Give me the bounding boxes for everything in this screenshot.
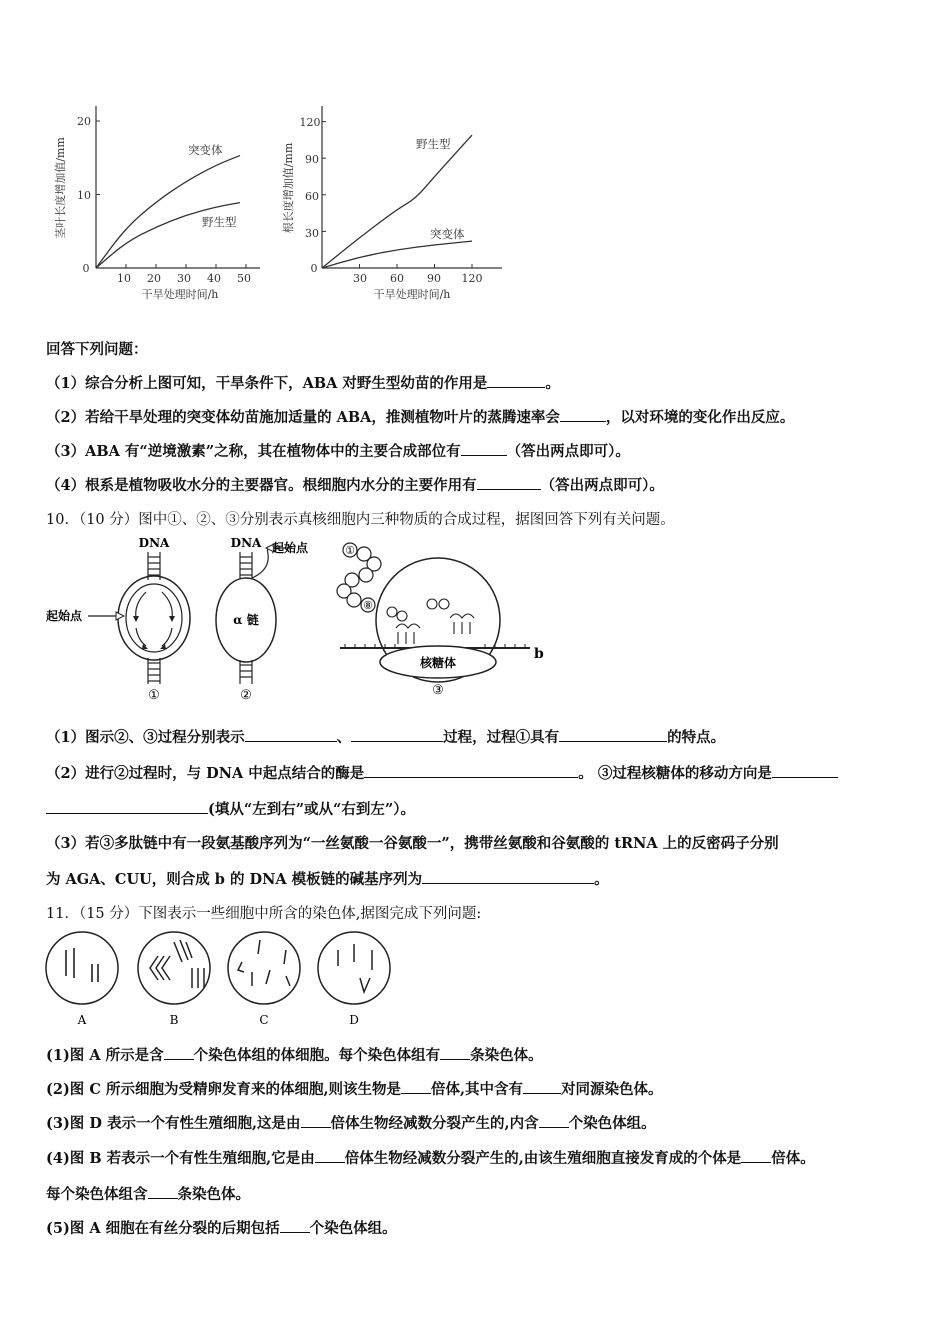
- fig-number: ②: [240, 688, 252, 703]
- series-label-wildtype: 野生型: [202, 215, 237, 229]
- series-line-wildtype: [322, 135, 472, 268]
- cell-label: C: [259, 1013, 269, 1027]
- q11-part3: (3)图 D 表示一个有性生殖细胞,这是由 倍体生物经减数分裂产生的,内含 个染色体组。: [46, 1115, 656, 1132]
- q11-part4: (4)图 B 若表示一个有性生殖细胞,它是由 倍体生物经减数分裂产生的,由该生殖细胞直接发育成的个体是 倍体。: [46, 1150, 815, 1167]
- answer-blank[interactable]: [280, 1218, 310, 1233]
- y-tick-label: 90: [305, 153, 319, 166]
- trna-icon: [387, 599, 474, 644]
- fig-number: ①: [148, 688, 160, 703]
- fig-number: ③: [432, 683, 444, 698]
- q11-title: 11．（15 分）下图表示一些细胞中所含的染色体,据图完成下列问题:: [46, 906, 482, 922]
- chromosomes-d: [338, 944, 372, 992]
- answer-blank[interactable]: [477, 475, 541, 490]
- dna-ladder-bottom: [240, 660, 252, 684]
- q10-part3: （3）若③多肽链中有一段氨基酸序列为“一丝氨酸一谷氨酸一”，携带丝氨酸和谷氨酸的 tRNA 上的反密码子分别: [46, 835, 779, 852]
- fig-label-start: 起始点: [272, 541, 309, 555]
- x-tick-label: 50: [237, 272, 251, 285]
- q9-part1: （1）综合分析上图可知，干旱条件下，ABA 对野生型幼苗的作用是 。: [46, 375, 560, 392]
- answer-blank[interactable]: [487, 373, 545, 388]
- y-tick-label: 30: [305, 227, 319, 240]
- chromosomes-c: [238, 940, 290, 986]
- answer-blank[interactable]: [301, 1113, 331, 1128]
- answer-blank[interactable]: [741, 1148, 771, 1163]
- q11-figure: [40, 928, 400, 1032]
- answer-blank[interactable]: [539, 1113, 569, 1128]
- x-tick-label: 120: [461, 272, 483, 285]
- arrow-strand: [136, 628, 146, 646]
- replication-bubble-outer: [118, 576, 190, 660]
- y-tick-label: 120: [299, 116, 321, 129]
- x-axis-label: 干旱处理时间/h: [373, 288, 451, 301]
- arrow-strand: [136, 592, 146, 618]
- q10-part2: （2）进行②过程时，与 DNA 中起点结合的酶是 。 ③过程核糖体的移动方向是: [46, 762, 838, 783]
- answer-blank[interactable]: [164, 1045, 194, 1060]
- y-tick-label: 20: [77, 115, 91, 128]
- answer-blank[interactable]: [315, 1148, 345, 1163]
- answer-blank[interactable]: [559, 727, 667, 742]
- q10-part3-cont: 为 AGA、CUU，则合成 b 的 DNA 模板链的碱基序列为 。: [46, 871, 609, 888]
- answer-blank[interactable]: [46, 799, 208, 814]
- cell-label: D: [349, 1013, 359, 1027]
- rna-strand: [252, 546, 272, 578]
- answer-blank[interactable]: [364, 763, 578, 778]
- y-axis-label: 根长度增加值/mm: [282, 142, 295, 234]
- chromosomes-b: [150, 940, 204, 988]
- polypeptide-chain: [337, 543, 381, 612]
- answer-blank[interactable]: [440, 1045, 470, 1060]
- dna-ladder-top: [240, 552, 252, 578]
- answer-blank[interactable]: [772, 763, 838, 778]
- series-label-mutant: 突变体: [430, 227, 465, 241]
- q10-figure: [40, 532, 560, 704]
- dna-ladder-bottom: [148, 658, 160, 684]
- chart-root: [278, 100, 508, 310]
- y-tick-label: 10: [77, 189, 91, 202]
- fig-label-alpha: α 链: [233, 613, 259, 627]
- q11-part4-cont: 每个染色体组含 条染色体。: [46, 1186, 250, 1203]
- q9-part4: （4）根系是植物吸收水分的主要器官。根细胞内水分的主要作用有 （答出两点即可）。: [46, 477, 664, 494]
- fig-label-start: 起始点: [46, 609, 83, 623]
- fig-circled-number: ①: [345, 544, 355, 557]
- fig-label-ribosome: 核糖体: [419, 656, 457, 670]
- q10-part2-cont: (填从“左到右”或从“右到左”）。: [46, 798, 415, 819]
- chromosomes-a: [66, 948, 98, 982]
- cell-label: B: [169, 1013, 179, 1027]
- cell-label: A: [77, 1013, 87, 1027]
- q9-part2: （2）若给干旱处理的突变体幼苗施加适量的 ABA，推测植物叶片的蒸腾速率会 ，以对环境的变化作出反应。: [46, 409, 795, 426]
- answer-blank[interactable]: [148, 1184, 178, 1199]
- series-label-mutant: 突变体: [188, 143, 223, 157]
- intro-text: 回答下列问题：: [46, 341, 148, 358]
- series-line-wildtype: [96, 203, 240, 268]
- answer-blank[interactable]: [422, 869, 594, 884]
- q11-part1: (1)图 A 所示是含 个染色体组的体细胞。每个染色体组有 条染色体。: [46, 1047, 543, 1064]
- series-line-mutant: [322, 241, 472, 268]
- x-tick-label: 30: [353, 272, 367, 285]
- fig-circled-number: ⑧: [363, 599, 373, 612]
- y-axis-label: 茎叶长度增加值/mm: [54, 137, 67, 239]
- series-line-mutant: [96, 156, 240, 268]
- cell-a: [46, 932, 118, 1004]
- x-tick-label: 20: [147, 272, 161, 285]
- y-tick-label: 60: [305, 190, 319, 203]
- x-tick-label: 90: [427, 272, 441, 285]
- series-label-wildtype: 野生型: [416, 137, 451, 151]
- fig-label-dna: DNA: [138, 536, 170, 550]
- arrow-strand: [162, 628, 172, 646]
- answer-blank[interactable]: [245, 727, 337, 742]
- x-tick-label: 30: [177, 272, 191, 285]
- x-tick-label: 10: [117, 272, 131, 285]
- q10-part1: （1）图示②、③过程分别表示 、 过程，过程①具有 的特点。: [46, 729, 726, 746]
- answer-blank[interactable]: [560, 407, 606, 422]
- y-tick-label: 0: [82, 262, 90, 275]
- x-tick-label: 60: [390, 272, 404, 285]
- q11-part2: (2)图 C 所示细胞为受精卵发育来的体细胞,则该生物是 倍体,其中含有 对同源染色体。: [46, 1081, 663, 1098]
- answer-blank[interactable]: [461, 441, 507, 456]
- answer-blank[interactable]: [401, 1079, 431, 1094]
- q9-part3: （3）ABA 有“逆境激素”之称，其在植物体中的主要合成部位有 （答出两点即可）。: [46, 443, 630, 460]
- q10-title: 10．（10 分）图中①、②、③分别表示真核细胞内三种物质的合成过程，据图回答下列有关问题。: [46, 512, 675, 528]
- y-tick-label: 0: [310, 262, 318, 275]
- arrow-strand: [162, 592, 172, 618]
- answer-blank[interactable]: [351, 727, 443, 742]
- fig-label-dna: DNA: [230, 536, 262, 550]
- answer-blank[interactable]: [523, 1079, 561, 1094]
- q11-part5: (5)图 A 细胞在有丝分裂的后期包括 个染色体组。: [46, 1220, 397, 1237]
- fig-label-b: b: [534, 646, 544, 662]
- x-tick-label: 40: [207, 272, 221, 285]
- chart-stem-leaf: [40, 100, 270, 310]
- x-axis-label: 干旱处理时间/h: [141, 288, 219, 301]
- cell-d: [318, 932, 390, 1004]
